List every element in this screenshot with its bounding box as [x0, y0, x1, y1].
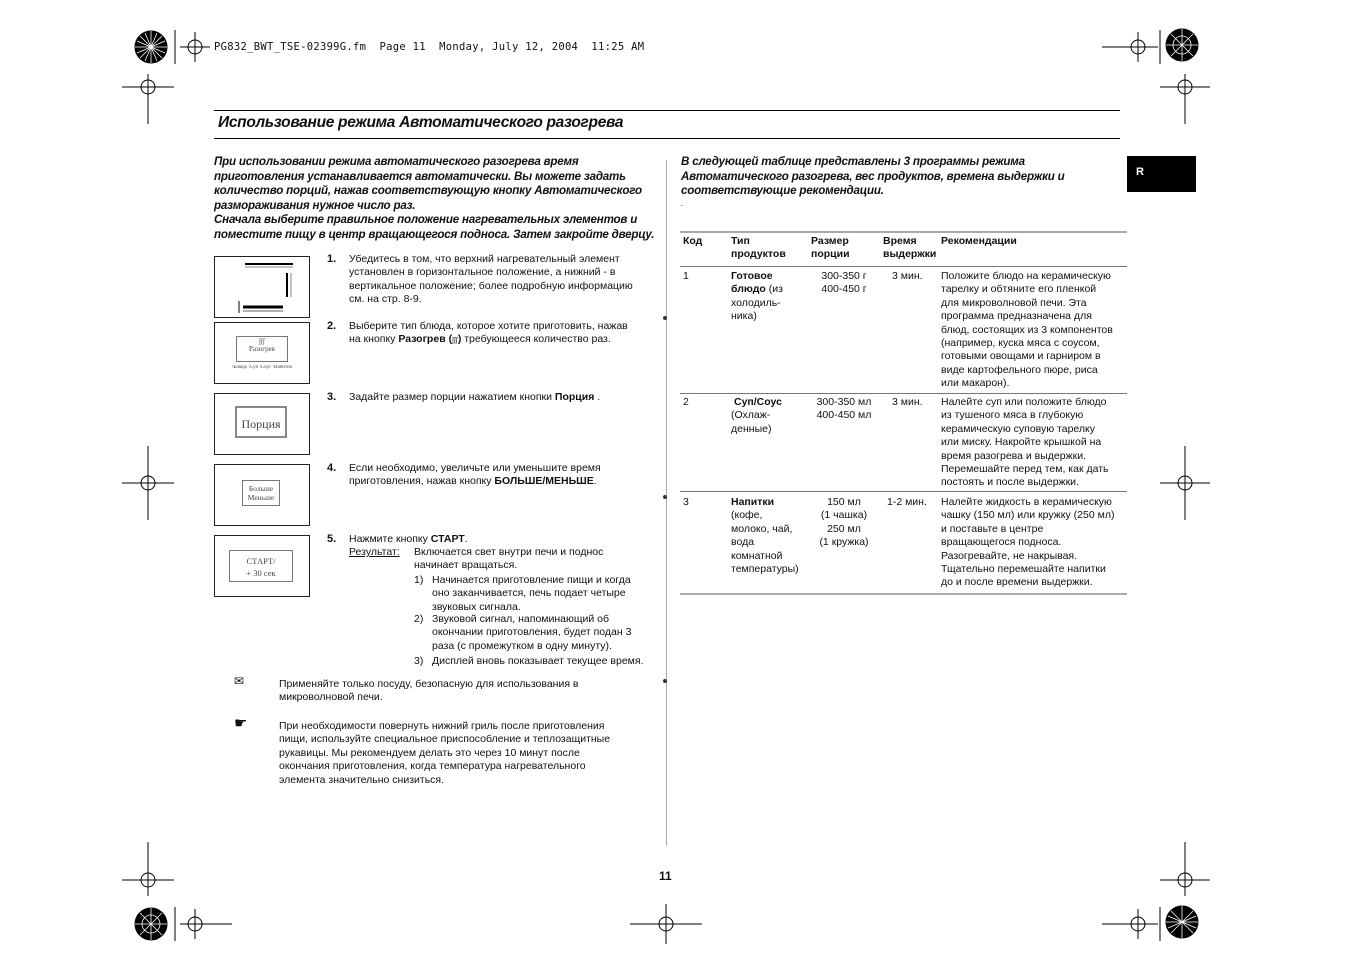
step-number: 5. [327, 533, 337, 545]
rec-line: чашку (150 мл) или кружку (250 мл) [941, 509, 1115, 522]
type-note: температуры) [731, 563, 799, 576]
note-line: рукавицы. Мы рекомендуем делать это через 10 минут после [279, 746, 580, 759]
table-intro-line: . [681, 198, 684, 208]
step-line [349, 533, 664, 546]
step-line: вертикальное положение; более подробную информацию [349, 279, 633, 292]
step-3-text [349, 391, 659, 404]
step-text-part: требующееся количество раз. [464, 333, 611, 346]
language-tab-label: R [1136, 166, 1144, 178]
result-text [414, 546, 664, 573]
bullet-dot [663, 495, 667, 499]
start-button[interactable] [229, 550, 293, 582]
start-panel [214, 535, 310, 597]
step-2-text [349, 320, 659, 348]
note-line: микроволновой печи. [279, 691, 383, 704]
size-value: 400-450 мл [816, 409, 872, 422]
substep-number: 3) [414, 655, 424, 667]
substep-line: звуковых сигнала. [432, 600, 521, 613]
rec-line: постоять и после выдержки. [941, 476, 1079, 489]
heating-elements-illustration [215, 257, 309, 317]
type-name: Напитки [731, 496, 775, 508]
rec-line: или макарон). [941, 377, 1010, 390]
step-4-text [349, 462, 659, 489]
header-code: Код [683, 235, 703, 247]
intro-line: поместите пищу в центр вращающегося подноса. Затем закройте дверцу. [214, 227, 655, 241]
row-3-rec [941, 496, 1131, 590]
rec-line: и поставьте в центре [941, 522, 1044, 535]
more-less-button[interactable] [242, 480, 280, 506]
steam-icon: ∫∫∫ [452, 337, 458, 345]
step-line [349, 333, 659, 347]
table-intro [681, 155, 1121, 209]
rec-line: или миску. Накройте крышкой на [941, 436, 1102, 449]
column-divider [666, 160, 667, 846]
rec-line: Разогревайте, не накрывая. [941, 549, 1078, 562]
step-line: Если необходимо, увеличьте или уменьшите время [349, 462, 601, 474]
row-2-type [731, 396, 809, 436]
type-name: Готовое [731, 270, 773, 282]
row-2-rec [941, 396, 1129, 490]
header-type [731, 235, 786, 261]
note-line: При необходимости повернуть нижний гриль после приготовления [279, 720, 605, 732]
rec-line: керамическую суповую тарелку [941, 422, 1095, 435]
type-name: Суп/Соус [734, 396, 782, 408]
size-value: 300-350 мл [816, 396, 872, 408]
note-line: окончания приготовления, когда температура нагревательного [279, 760, 586, 773]
sunburst-mark-icon [135, 31, 167, 63]
step-number: 4. [327, 462, 337, 474]
size-value: 400-450 г [821, 283, 867, 296]
intro-line: При использовании режима автоматического разогрева время [214, 155, 579, 168]
start-sub-label: + 30 сек [246, 568, 276, 578]
type-note: (Охлаж- [731, 409, 771, 422]
steam-icon: ∫∫∫ [259, 337, 265, 345]
more-less-key-name: БОЛЬШЕ/МЕНЬШЕ [494, 475, 594, 488]
substep-line: оно заканчивается, печь подает четыре [432, 587, 626, 600]
type-note: ника) [731, 310, 757, 323]
rec-line: программа предназначена для [941, 310, 1092, 323]
type-name: блюдо [731, 283, 766, 296]
rec-line: (например, куска мяса с соусом, [941, 337, 1100, 350]
sunburst-mark-icon [1166, 906, 1198, 938]
page-number: 11 [659, 869, 672, 883]
rec-line: Перемешайте перед тем, как дать [941, 463, 1109, 476]
note-1-text [279, 678, 659, 705]
rec-line: вращающегося подноса. [941, 536, 1062, 549]
step-5-text [349, 533, 664, 546]
header-line: порции [811, 248, 850, 261]
step-text-part: . [597, 391, 601, 403]
rec-line: Налейте жидкость в керамическую [941, 496, 1112, 508]
language-tab [1127, 156, 1196, 192]
rec-line: для микроволновой печи. Эта [941, 296, 1087, 309]
step-text-part: Задайте размер порции нажатием кнопки [349, 391, 552, 403]
step-text-part: ) [457, 333, 462, 346]
result-line: начинает вращаться. [414, 559, 518, 572]
substep-line: окончании приготовления, будет подан 3 [432, 626, 632, 639]
type-note: (из [765, 283, 783, 296]
start-label: СТАРТ/ [246, 556, 276, 566]
step-number: 2. [327, 320, 337, 332]
step-text-part: Нажмите кнопку [349, 533, 428, 545]
type-note: денные) [731, 422, 772, 435]
step-text-part: . [464, 533, 468, 545]
step-line [349, 475, 659, 488]
type-note: (кофе, [731, 509, 763, 522]
row-rule [680, 393, 1127, 394]
intro-line: количество порций, нажав соответствующую кнопку Автоматического [214, 184, 642, 198]
row-3-size [808, 496, 880, 550]
rec-line: готовыми овощами и гарниром в [941, 350, 1101, 363]
row-1-time: 3 мин. [892, 270, 923, 282]
rec-line: из тушеного мяса в глубокую [941, 409, 1084, 422]
row-2-size [808, 396, 880, 423]
row-2-code: 2 [683, 396, 689, 408]
note-line: элемента значительно снизиться. [279, 773, 445, 786]
portion-button[interactable]: Порция [235, 406, 287, 438]
table-intro-line: Автоматического разогрева, вес продуктов, времена выдержки и [681, 169, 1065, 183]
row-rule [680, 491, 1127, 492]
size-value: (1 кружка) [819, 536, 869, 549]
start-key-name: СТАРТ [430, 533, 465, 545]
rec-line: виде картофельного пюре, риса [941, 363, 1098, 376]
substep-line: раза (с промежутком в одну минуту). [432, 639, 612, 652]
rec-line: до и после времени выдержки. [941, 576, 1093, 589]
substep-1-text [432, 574, 667, 614]
less-label: Меньше [247, 493, 275, 502]
header-line: Тип [731, 235, 750, 247]
more-less-panel [214, 464, 310, 526]
substep-number: 2) [414, 613, 424, 625]
reheat-button-label: Разогрев [248, 345, 275, 353]
table-intro-line: В следующей таблице представлены 3 программы режима [681, 155, 1025, 168]
size-value: 300-350 г [821, 270, 867, 282]
header-rule [680, 266, 1127, 267]
hand-icon: ☛ [234, 715, 248, 732]
step-1-text [349, 253, 659, 307]
title-bottom-rule [214, 138, 1120, 139]
reheat-options: \Блюдо \Суп \Соус \Напиток [231, 365, 293, 370]
note-icon: ✉ [234, 674, 245, 688]
substep-line: Начинается приготовление пищи и когда [432, 574, 631, 586]
reheat-key-name: Разогрев ( [398, 333, 453, 346]
rec-line: время разогрева и выдержки. [941, 449, 1087, 462]
note-2-text [279, 720, 664, 787]
header-line: продуктов [731, 248, 786, 261]
rec-line: тарелку и обтяните его пленкой [941, 283, 1097, 296]
row-3-time: 1-2 мин. [887, 496, 927, 508]
size-value: 150 мл [827, 496, 861, 508]
row-1-type [731, 270, 809, 324]
result-label: Результат: [349, 546, 400, 558]
result-line: Включается свет внутри печи и поднос [414, 546, 604, 558]
step-line: Убедитесь в том, что верхний нагревательный элемент [349, 253, 620, 265]
rec-line: Тщательно перемешайте напитки [941, 563, 1106, 576]
intro-line: приготовления устанавливается автоматически. Вы можете задать [214, 169, 626, 183]
step-text-part: приготовления, нажав кнопку [349, 475, 492, 488]
size-value: 250 мл [827, 522, 861, 535]
intro-text [214, 155, 659, 243]
header-line: Время [883, 235, 917, 247]
step-line: установлен в горизонтальное положение, а нижний - в [349, 266, 616, 279]
substep-line: Звуковой сигнал, напоминающий об [432, 613, 610, 625]
rec-line: Налейте суп или положите блюдо [941, 396, 1107, 408]
table-bottom-rule [680, 593, 1127, 595]
step-number: 1. [327, 253, 337, 265]
substep-number: 1) [414, 574, 424, 586]
reheat-button[interactable] [236, 336, 288, 362]
note-line: пищи, используйте специальное приспособление и теплозащитные [279, 733, 611, 746]
substep-2-text [432, 613, 667, 653]
step-number: 3. [327, 391, 337, 403]
header-line: Размер [811, 235, 849, 247]
substep-3-text: Дисплей вновь показывает текущее время. [432, 655, 644, 667]
size-value: (1 чашка) [820, 509, 868, 522]
rec-line: Положите блюдо на керамическую [941, 270, 1111, 282]
sunburst-mark-icon [135, 908, 167, 940]
reheat-panel [214, 322, 310, 384]
row-1-rec [941, 270, 1129, 391]
row-1-code: 1 [683, 270, 689, 282]
note-line: Применяйте только посуду, безопасную для использования в [279, 678, 579, 690]
sunburst-mark-icon [1166, 29, 1198, 61]
row-3-code: 3 [683, 496, 689, 508]
rec-line: блюд, состоящих из 3 компонентов [941, 323, 1113, 336]
bullet-dot [663, 679, 667, 683]
step-text-part: . [593, 475, 597, 488]
row-3-type [731, 496, 809, 576]
table-top-rule [680, 231, 1127, 233]
type-note: холодиль- [731, 296, 781, 309]
header-line: выдержки [883, 248, 937, 261]
step-line: Выберите тип блюда, которое хотите приготовить, нажав [349, 320, 628, 332]
portion-panel [214, 393, 310, 455]
table-intro-line: соответствующие рекомендации. [681, 184, 884, 198]
header-rec: Рекомендации [941, 235, 1017, 247]
step-line: см. на стр. 8-9. [349, 293, 422, 306]
intro-line: Сначала выберите правильное положение нагревательных элементов и [214, 213, 638, 227]
bullet-dot [663, 316, 667, 320]
row-2-time: 3 мин. [892, 396, 923, 408]
step-text-part: на кнопку [349, 333, 396, 346]
page-title: Использование режима Автоматического разогрева [218, 114, 624, 131]
header-time [883, 235, 936, 261]
row-1-size [810, 270, 878, 297]
portion-key-name: Порция [554, 391, 595, 403]
file-header: PG832_BWT_TSE-02399G.fm Page 11 Monday, July 12, 2004 11:25 AM [214, 41, 645, 53]
type-note: комнатной [731, 549, 783, 562]
intro-line: размораживания нужное число раз. [214, 198, 416, 212]
type-note: молоко, чай, [731, 522, 793, 535]
more-label: Больше [248, 484, 274, 493]
type-note: вода [731, 536, 755, 549]
header-size [811, 235, 850, 261]
title-top-rule [214, 110, 1120, 111]
heating-elements-panel [214, 256, 310, 318]
